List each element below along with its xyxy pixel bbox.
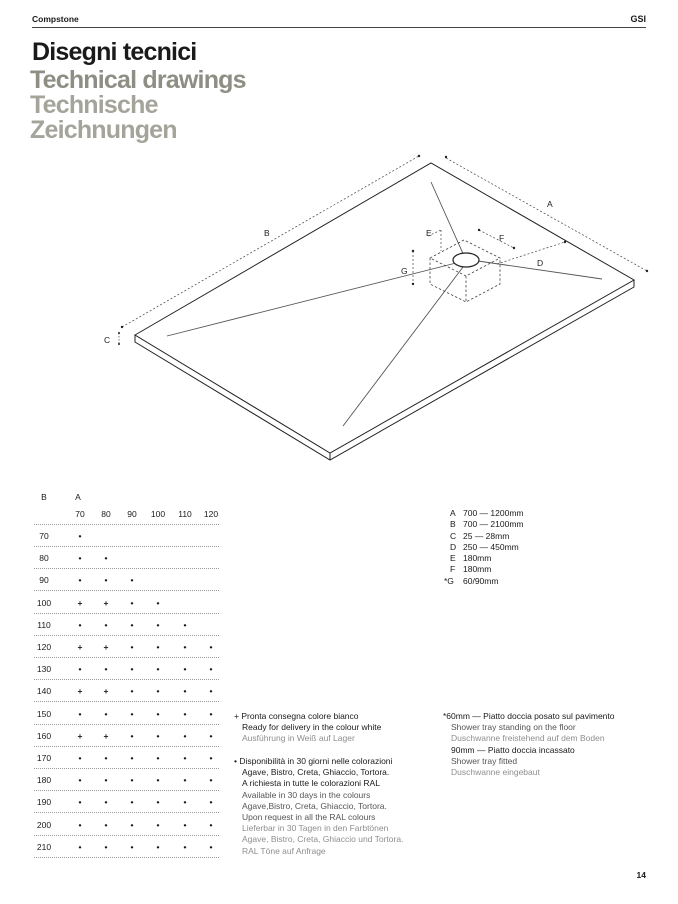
matrix-cell: •: [78, 619, 82, 630]
dim-value: 180mm: [463, 553, 492, 564]
matrix-row-label: 140: [36, 686, 52, 697]
legend-star-60-it: *60mm — Piatto doccia posato sul pavimento: [443, 711, 615, 721]
dim-value: 700 — 2100mm: [463, 519, 524, 530]
matrix-cell: •: [130, 708, 134, 719]
legend-dot-de-colors: Agave, Bistro, Creta, Ghiaccio und Tortora.: [242, 834, 404, 845]
matrix-row-divider: [34, 746, 219, 747]
drain-icon: [453, 253, 479, 267]
matrix-cell: •: [130, 753, 134, 763]
dim-key: F: [450, 564, 456, 575]
legend-plus-de: Ausführung in Weiß auf Lager: [242, 733, 355, 744]
matrix-cell: •: [183, 664, 187, 675]
dimension-row: [450, 542, 523, 553]
dim-value: 60/90mm: [463, 575, 499, 586]
matrix-col-90: 90: [127, 509, 137, 519]
matrix-cell: •: [104, 664, 108, 675]
matrix-cell: •: [104, 575, 108, 586]
matrix-col-110: 110: [178, 509, 192, 519]
dimension-row: [450, 508, 523, 519]
matrix-cell: •: [130, 686, 134, 697]
matrix-row-label: 170: [36, 753, 52, 763]
legend-star-60-en: Shower tray standing on the floor: [451, 722, 576, 733]
matrix-cell: +: [77, 597, 83, 608]
matrix-row-divider: [34, 835, 219, 836]
matrix-row-label: 90: [39, 575, 49, 586]
dimension-b: [122, 156, 419, 327]
dimension-row: [450, 564, 523, 575]
matrix-row-divider: [34, 724, 219, 725]
label-g: G: [401, 266, 408, 276]
matrix-row-divider: [34, 546, 219, 547]
matrix-cell: •: [130, 619, 134, 630]
matrix-cell: •: [78, 575, 82, 586]
matrix-cell: •: [130, 642, 134, 652]
matrix-row-label: 210: [36, 841, 52, 852]
matrix-divider: [34, 524, 219, 525]
matrix-row-divider: [34, 657, 219, 658]
matrix-cell: •: [78, 553, 82, 564]
legend-dot-it-colors: Agave, Bistro, Creta, Ghiaccio, Tortora.: [242, 767, 390, 778]
dim-key: *G: [444, 575, 454, 586]
matrix-row-label: 70: [39, 531, 49, 541]
matrix-col-80: 80: [101, 509, 111, 519]
matrix-cell: •: [156, 642, 160, 652]
matrix-row-label: 190: [36, 797, 52, 808]
matrix-cell: +: [103, 597, 109, 608]
matrix-cell: •: [104, 753, 108, 763]
matrix-cell: •: [183, 708, 187, 719]
matrix-row-divider: [34, 768, 219, 769]
matrix-row-label: 110: [37, 619, 51, 630]
matrix-row-header: B: [41, 492, 47, 502]
matrix-cell: •: [130, 575, 134, 586]
slope-line-back: [431, 182, 465, 258]
title-italian: Disegni tecnici: [32, 38, 197, 66]
matrix-row-divider: [34, 679, 219, 680]
dim-key: D: [450, 541, 457, 552]
matrix-row-divider: [34, 568, 219, 569]
matrix-cell: +: [103, 686, 109, 697]
dim-value: 250 — 450mm: [463, 541, 519, 552]
matrix-cell: +: [77, 642, 83, 652]
tray-top-face: [135, 163, 634, 453]
matrix-cell: •: [183, 819, 187, 830]
legend-dot-en-ral: Upon request in all the RAL colours: [242, 812, 376, 823]
matrix-cell: +: [77, 730, 83, 741]
legend-star-90-en: Shower tray fitted: [451, 755, 518, 766]
matrix-cell: •: [183, 797, 187, 808]
matrix-col-header: A: [75, 492, 81, 502]
matrix-row-label: 120: [36, 642, 52, 652]
legend-plus-title: + Pronta consegna colore bianco: [234, 711, 359, 721]
legend-dot-de-ral: RAL Töne auf Anfrage: [242, 845, 326, 856]
label-b: B: [264, 228, 270, 238]
label-d: D: [537, 258, 544, 268]
matrix-cell: +: [77, 686, 83, 697]
dimension-a: [446, 158, 647, 271]
matrix-cell: •: [183, 619, 187, 630]
matrix-cell: •: [130, 730, 134, 741]
matrix-cell: •: [209, 797, 213, 808]
matrix-col-100: 100: [150, 509, 166, 519]
matrix-cell: •: [183, 730, 187, 741]
legend-dot-de-title: Lieferbar in 30 Tagen in den Farbtönen: [242, 823, 389, 834]
matrix-cell: •: [183, 841, 187, 852]
legend-dot-title: • Disponibilità in 30 giorni nelle colorazioni: [234, 756, 393, 766]
legend-dot: [234, 756, 403, 857]
matrix-row-divider: [34, 790, 219, 791]
matrix-cell: •: [104, 775, 108, 786]
dim-key: B: [450, 519, 456, 530]
title-english: Technical drawings: [30, 66, 246, 94]
matrix-cell: •: [130, 775, 134, 786]
matrix-row-divider: [34, 857, 219, 858]
matrix-cell: •: [156, 775, 160, 786]
matrix-row-divider: [34, 590, 219, 591]
matrix-cell: •: [209, 642, 213, 652]
matrix-row-label: 130: [36, 664, 52, 675]
matrix-cell: •: [130, 797, 134, 808]
matrix-cell: •: [78, 797, 82, 808]
dimensions-list: [444, 508, 524, 587]
gsi-logo: GSI: [630, 14, 646, 24]
legend-plus-en: Ready for delivery in the colour white: [242, 722, 382, 733]
legend-dot-en-colors: Agave,Bistro, Creta, Ghiaccio, Tortora.: [242, 800, 387, 811]
dimension-row: [450, 519, 523, 530]
matrix-row-divider: [34, 613, 219, 614]
matrix-cell: •: [130, 841, 134, 852]
matrix-cell: •: [209, 819, 213, 830]
matrix-row-divider: [34, 812, 219, 813]
dimension-row: [450, 553, 523, 564]
matrix-cell: •: [183, 686, 187, 697]
matrix-cell: •: [78, 531, 82, 541]
matrix-row-label: 150: [36, 708, 52, 719]
matrix-col-70: 70: [75, 509, 85, 519]
matrix-row-label: 180: [36, 775, 52, 786]
label-c: C: [104, 335, 111, 345]
label-a: A: [547, 199, 553, 209]
dim-key: A: [450, 508, 456, 518]
matrix-cell: •: [156, 819, 160, 830]
legend-star-90-it: 90mm — Piatto doccia incassato: [451, 744, 575, 755]
matrix-cell: •: [78, 841, 82, 852]
matrix-cell: •: [130, 597, 134, 608]
matrix-cell: •: [209, 708, 213, 719]
dim-key: C: [450, 530, 457, 541]
label-e: E: [426, 228, 432, 238]
matrix-cell: •: [156, 708, 160, 719]
matrix-cell: +: [103, 730, 109, 741]
drain-box: [430, 240, 500, 302]
matrix-cell: •: [209, 686, 213, 697]
legend-star-60-de: Duschwanne freistehend auf dem Boden: [451, 733, 605, 744]
matrix-cell: •: [130, 664, 134, 675]
matrix-cell: +: [103, 642, 109, 652]
matrix-cell: •: [156, 597, 160, 608]
matrix-cell: •: [209, 753, 213, 763]
title-german-line1: Technische: [30, 91, 158, 119]
slope-line-front: [343, 267, 463, 426]
matrix-row-label: 160: [36, 730, 52, 741]
dim-value: 700 — 1200mm: [463, 508, 524, 518]
matrix-cell: •: [104, 708, 108, 719]
title-german-line2: Zeichnungen: [30, 116, 177, 144]
matrix-cell: •: [156, 797, 160, 808]
legend-star-90-de: Duschwanne eingebaut: [451, 767, 540, 778]
matrix-row-label: 100: [36, 597, 52, 608]
matrix-cell: •: [78, 775, 82, 786]
matrix-cell: •: [209, 775, 213, 786]
matrix-cell: •: [209, 730, 213, 741]
matrix-cell: •: [156, 841, 160, 852]
matrix-cell: •: [209, 841, 213, 852]
matrix-cell: •: [156, 686, 160, 697]
matrix-cell: •: [104, 819, 108, 830]
matrix-cell: •: [209, 664, 213, 675]
matrix-cell: •: [156, 730, 160, 741]
legend-dot-it-ral: A richiesta in tutte le colorazioni RAL: [242, 778, 380, 789]
matrix-col-120: 120: [203, 509, 219, 519]
matrix-cell: •: [183, 753, 187, 763]
matrix-cell: •: [78, 708, 82, 719]
matrix-cell: •: [104, 553, 108, 564]
matrix-row-divider: [34, 701, 219, 702]
matrix-cell: •: [183, 642, 187, 652]
tray-front-edge: [135, 280, 634, 460]
matrix-cell: •: [104, 797, 108, 808]
legend-plus: [234, 711, 381, 745]
legend-dot-en-title: Available in 30 days in the colours: [242, 789, 371, 800]
matrix-cell: •: [183, 775, 187, 786]
page-number: 14: [636, 870, 646, 880]
dim-key: E: [450, 553, 456, 564]
matrix-row-divider: [34, 635, 219, 636]
matrix-cell: •: [78, 753, 82, 763]
matrix-cell: •: [130, 819, 134, 830]
slope-line-left: [167, 262, 460, 336]
matrix-cell: •: [156, 753, 160, 763]
matrix-cell: •: [156, 619, 160, 630]
matrix-row-label: 200: [36, 819, 52, 830]
dim-value: 25 — 28mm: [463, 530, 510, 541]
matrix-cell: •: [104, 619, 108, 630]
label-f: F: [499, 233, 505, 243]
matrix-row-label: 80: [39, 553, 49, 564]
dimension-row: [444, 576, 523, 587]
matrix-cell: •: [78, 664, 82, 675]
brand-name: Compstone: [32, 14, 79, 24]
matrix-cell: •: [156, 664, 160, 675]
dimension-row: [450, 531, 523, 542]
matrix-cell: •: [104, 841, 108, 852]
matrix-cell: •: [78, 819, 82, 830]
legend-star: [443, 711, 615, 778]
dim-value: 180mm: [463, 564, 492, 575]
